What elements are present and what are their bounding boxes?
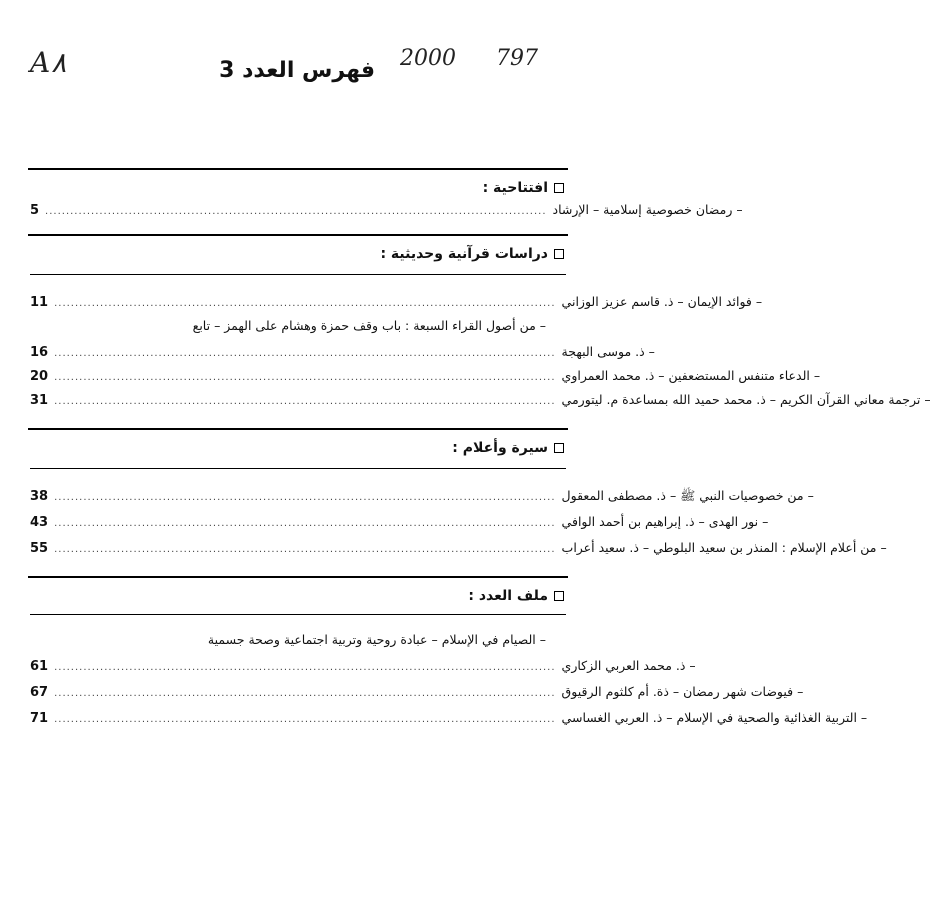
dot-leader: ........................................................................................................................ xyxy=(54,518,556,529)
toc-page-number: 67 xyxy=(30,685,49,700)
toc-entry-text: – الدعاء متنفس المستضعفين – ذ. محمد العمراوي xyxy=(561,368,821,383)
toc-page-number: 16 xyxy=(30,345,49,360)
toc-entry-text: – ذ. موسى البهجة xyxy=(561,344,655,359)
toc-entry-text: – نور الهدى – ذ. إبراهيم بن أحمد الوافي xyxy=(561,514,769,529)
toc-entry xyxy=(30,514,769,534)
checkbox-square-icon xyxy=(554,443,564,453)
dot-leader: ........................................................................................................................ xyxy=(54,662,556,673)
section-subdivider xyxy=(30,468,566,469)
toc-entry xyxy=(30,684,804,704)
section-divider xyxy=(28,168,568,170)
toc-entry xyxy=(30,658,696,678)
dot-leader: ........................................................................................................................ xyxy=(45,206,547,217)
toc-entry xyxy=(30,202,743,222)
toc-entry xyxy=(30,488,814,508)
toc-entry-text: – ترجمة معاني القرآن الكريم – ذ. محمد حميد الله بمساعدة م. ليتورمي xyxy=(561,392,931,407)
toc-entry-text: – ذ. محمد العربي الزكاري xyxy=(561,658,696,673)
dot-leader: ........................................................................................................................ xyxy=(54,298,556,309)
toc-entry-text: – الصيام في الإسلام – عبادة روحية وتربية اجتماعية وصحة جسمية xyxy=(207,632,546,647)
section-divider xyxy=(28,234,568,236)
toc-page-number: 61 xyxy=(30,659,49,674)
dot-leader: ........................................................................................................................ xyxy=(54,396,556,407)
toc-page-number: 20 xyxy=(30,369,49,384)
dot-leader: ........................................................................................................................ xyxy=(54,688,556,699)
toc-entry xyxy=(30,392,931,412)
handwritten-number: 797 xyxy=(496,46,538,71)
toc-page-number: 55 xyxy=(30,541,49,556)
section-divider xyxy=(28,576,568,578)
toc-entry xyxy=(30,294,763,314)
toc-entry-text: – من أعلام الإسلام : المنذر بن سعيد البلوطي – ذ. سعيد أعراب xyxy=(561,540,887,555)
handwritten-page-mark: A٨ xyxy=(30,46,67,79)
toc-entry-text: – فيوضات شهر رمضان – ذة. أم كلثوم الرقيوق xyxy=(561,684,804,699)
page-title: فهرس العدد 3 xyxy=(219,58,375,83)
dot-leader: ........................................................................................................................ xyxy=(54,714,556,725)
toc-entry xyxy=(30,710,868,730)
toc-page-number: 43 xyxy=(30,515,49,530)
section-subdivider xyxy=(30,274,566,275)
section-divider xyxy=(28,428,568,430)
handwritten-year: 2000 xyxy=(400,46,456,71)
toc-entry-text: – فوائد الإيمان – ذ. قاسم عزيز الوزاني xyxy=(561,294,763,309)
section-heading-editorial: افتتاحية : xyxy=(483,180,564,196)
toc-entry-text: – رمضان خصوصية إسلامية – الإرشاد xyxy=(552,202,743,217)
section-heading-quranic-studies: دراسات قرآنية وحديثية : xyxy=(380,246,564,262)
checkbox-square-icon xyxy=(554,591,564,601)
toc-page-number: 11 xyxy=(30,295,49,310)
toc-entry xyxy=(30,344,655,364)
toc-entry xyxy=(30,540,887,560)
dot-leader: ........................................................................................................................ xyxy=(54,372,556,383)
toc-entry-text: – التربية الغذائية والصحية في الإسلام – ذ. العربي الغساسي xyxy=(561,710,868,725)
toc-entry-text: – من أصول القراء السبعة : باب وقف حمزة وهشام على الهمز – تابع xyxy=(192,318,546,333)
dot-leader: ........................................................................................................................ xyxy=(54,492,556,503)
section-heading-issue-file: ملف العدد : xyxy=(468,588,564,604)
section-heading-biography: سيرة وأعلام : xyxy=(452,440,564,456)
checkbox-square-icon xyxy=(554,249,564,259)
toc-page-number: 31 xyxy=(30,393,49,408)
toc-entry xyxy=(30,368,821,388)
toc-entry-text: – من خصوصيات النبي ﷺ – ذ. مصطفى المعقول xyxy=(561,488,814,503)
toc-page-number: 38 xyxy=(30,489,49,504)
dot-leader: ........................................................................................................................ xyxy=(54,348,556,359)
toc-page-number: 5 xyxy=(30,203,40,218)
dot-leader: ........................................................................................................................ xyxy=(54,544,556,555)
toc-page-number: 71 xyxy=(30,711,49,726)
section-subdivider xyxy=(30,614,566,615)
checkbox-square-icon xyxy=(554,183,564,193)
